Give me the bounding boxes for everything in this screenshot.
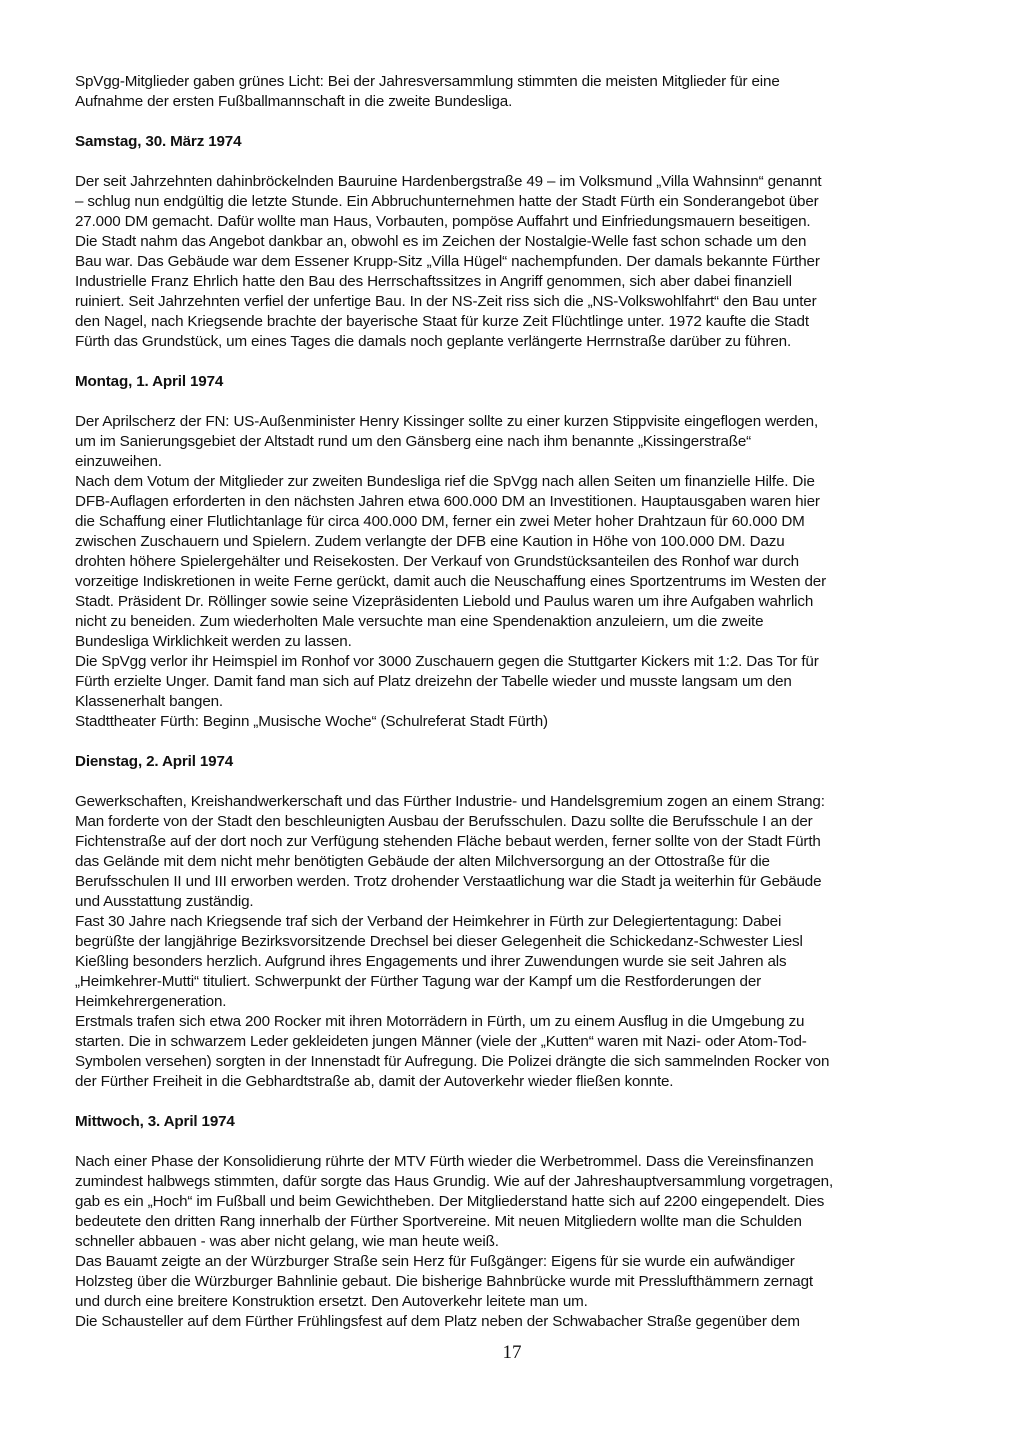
- text-line: Die Schausteller auf dem Fürther Frühlingsfest auf dem Platz neben der Schwabacher Straße gegenüber dem: [75, 1313, 800, 1330]
- spacer: [75, 152, 955, 172]
- text-line: DFB-Auflagen erforderten in den nächsten Jahren etwa 600.000 DM an Investitionen. Hauptausgaben waren hier: [75, 493, 820, 510]
- text-line: – schlug nun endgültig die letzte Stunde. Ein Abbruchunternehmen hatte der Stadt Fürth ein Sonderangebot über: [75, 193, 819, 210]
- text-line: Holzsteg über die Würzburger Bahnlinie gebaut. Die bisherige Bahnbrücke wurde mit Presslufthämmern zernagt: [75, 1273, 813, 1290]
- spacer: [75, 732, 955, 752]
- text-line: nicht zu beneiden. Zum wiederholten Male versuchte man eine Spendenaktion anzuleiern, um die zweite: [75, 613, 764, 630]
- text-line: Kießling besonders herzlich. Aufgrund ihres Engagements und ihrer Zuwendungen wurde sie seit Jahren als: [75, 953, 787, 970]
- text-line: einzuweihen.: [75, 453, 162, 470]
- section-body: [75, 412, 955, 732]
- text-line: das Gelände mit dem nicht mehr benötigten Gebäude der alten Milchversorgung an der Ottostraße für die: [75, 853, 770, 870]
- text-line: Bau war. Das Gebäude war dem Essener Krupp-Sitz „Villa Hügel“ nachempfunden. Der damals bekannte Fürther: [75, 253, 820, 270]
- text-line: Bundesliga Wirklichkeit werden zu lassen.: [75, 633, 352, 650]
- spacer: [75, 1132, 955, 1152]
- spacer: [75, 112, 955, 132]
- text-line: Nach einer Phase der Konsolidierung rührte der MTV Fürth wieder die Werbetrommel. Dass die Vereinsfinanzen: [75, 1153, 814, 1170]
- text-line: Klassenerhalt bangen.: [75, 693, 223, 710]
- text-line: Aufnahme der ersten Fußballmannschaft in die zweite Bundesliga.: [75, 93, 513, 110]
- text-line: und Ausstattung zuständig.: [75, 893, 254, 910]
- date-heading: Mittwoch, 3. April 1974: [75, 1113, 235, 1130]
- text-line: Industrielle Franz Ehrlich hatte den Bau des Herrschaftssitzes in Angriff genommen, sich aber dabei finanziell: [75, 273, 792, 290]
- text-line: Die Stadt nahm das Angebot dankbar an, obwohl es im Zeichen der Nostalgie-Welle fast schon schade um den: [75, 233, 807, 250]
- text-line: Berufsschulen II und III erworben werden. Trotz drohender Verstaatlichung war die Stadt ja weiterhin für Gebäude: [75, 873, 822, 890]
- text-line: drohten höhere Spielergehälter und Reisekosten. Der Verkauf von Grundstücksanteilen des Ronhof war durch: [75, 553, 799, 570]
- text-line: Der Aprilscherz der FN: US-Außenminister Henry Kissinger sollte zu einer kurzen Stippvisite eingeflogen werden,: [75, 413, 819, 430]
- text-line: Fast 30 Jahre nach Kriegsende traf sich der Verband der Heimkehrer in Fürth zur Delegiertentagung: Dabei: [75, 913, 782, 930]
- date-heading: Dienstag, 2. April 1974: [75, 753, 234, 770]
- text-line: Fürth erzielte Unger. Damit fand man sich auf Platz dreizehn der Tabelle wieder und musste langsam um den: [75, 673, 792, 690]
- text-line: Man forderte von der Stadt den beschleunigten Ausbau der Berufsschulen. Dazu sollte die Berufsschule I an der: [75, 813, 813, 830]
- text-line: Gewerkschaften, Kreishandwerkerschaft und das Fürther Industrie- und Handelsgremium zogen an einem Strang:: [75, 793, 825, 810]
- text-line: zumindest halbwegs stimmten, dafür sorgte das Haus Grundig. Wie auf der Jahreshauptversammlung vorgetragen,: [75, 1173, 834, 1190]
- text-line: Erstmals trafen sich etwa 200 Rocker mit ihren Motorrädern in Fürth, um zu einem Ausflug in die Umgebung zu: [75, 1013, 805, 1030]
- text-line: begrüßte der langjährige Bezirksvorsitzende Drechsel bei dieser Gelegenheit die Schickedanz-Schwester Liesl: [75, 933, 803, 950]
- text-line: und durch eine breitere Konstruktion ersetzt. Den Autoverkehr leitete man um.: [75, 1293, 588, 1310]
- text-line: der Fürther Freiheit in die Gebhardtstraße ab, damit der Autoverkehr wieder fließen konnte.: [75, 1073, 674, 1090]
- text-line: 27.000 DM gemacht. Dafür wollte man Haus, Vorbauten, pompöse Auffahrt und Einfriedungsmauern beseitigen.: [75, 213, 811, 230]
- text-line: vorzeitige Indiskretionen in weite Ferne gerückt, damit auch die Neuschaffung eines Sportzentrums im Westen der: [75, 573, 826, 590]
- spacer: [75, 1092, 955, 1112]
- text-line: Stadttheater Fürth: Beginn „Musische Woche“ (Schulreferat Stadt Fürth): [75, 713, 548, 730]
- text-line: gab es ein „Hoch“ im Fußball und beim Gewichtheben. Der Mitgliederstand hatte sich auf 2200 eingependelt. Dies: [75, 1193, 825, 1210]
- text-line: SpVgg-Mitglieder gaben grünes Licht: Bei der Jahresversammlung stimmten die meisten Mitglieder für eine: [75, 73, 780, 90]
- section-body: [75, 792, 955, 1092]
- text-line: Symbolen versehen) sorgten in der Innenstadt für Aufregung. Die Polizei drängte die sich sammelnden Rocker von: [75, 1053, 830, 1070]
- intro-paragraph: [75, 72, 955, 112]
- section-body: [75, 1152, 955, 1332]
- text-line: „Heimkehrer-Mutti“ tituliert. Schwerpunkt der Fürther Tagung war der Kampf um die Restforderungen der: [75, 973, 762, 990]
- text-line: Stadt. Präsident Dr. Röllinger sowie seine Vizepräsidenten Liebold und Paulus waren um ihre Aufgaben wahrlich: [75, 593, 814, 610]
- text-line: zwischen Zuschauern und Spielern. Zudem verlangte der DFB eine Kaution in Höhe von 100.000 DM. Dazu: [75, 533, 785, 550]
- text-line: den Nagel, nach Kriegsende brachte der bayerische Staat für kurze Zeit Flüchtlinge unter. 1972 kaufte die Stadt: [75, 313, 809, 330]
- text-line: Die SpVgg verlor ihr Heimspiel im Ronhof vor 3000 Zuschauern gegen die Stuttgarter Kickers mit 1:2. Das Tor für: [75, 653, 819, 670]
- date-heading: Samstag, 30. März 1974: [75, 133, 242, 150]
- text-line: die Schaffung einer Flutlichtanlage für circa 400.000 DM, ferner ein zwei Meter hoher Drahtzaun für 60.000 DM: [75, 513, 805, 530]
- text-line: Das Bauamt zeigte an der Würzburger Straße sein Herz für Fußgänger: Eigens für sie wurde ein aufwändiger: [75, 1253, 795, 1270]
- text-line: um im Sanierungsgebiet der Altstadt rund um den Gänsberg eine nach ihm benannte „Kissingerstraße“: [75, 433, 752, 450]
- text-line: Fürth das Grundstück, um eines Tages die damals noch geplante verlängerte Herrnstraße darüber zu führen.: [75, 333, 792, 350]
- text-line: schneller abbauen - was aber nicht gelang, wie man heute weiß.: [75, 1233, 499, 1250]
- text-line: Heimkehrergeneration.: [75, 993, 227, 1010]
- text-line: Fichtenstraße auf der dort noch zur Verfügung stehenden Fläche bebaut werden, ferner sollte von der Stadt Fürth: [75, 833, 821, 850]
- spacer: [75, 392, 955, 412]
- text-line: starten. Die in schwarzem Leder gekleideten jungen Männer (viele der „Kutten“ waren mit Nazi- oder Atom-Tod-: [75, 1033, 807, 1050]
- page-number: 17: [502, 1342, 522, 1363]
- spacer: [75, 772, 955, 792]
- text-line: ruiniert. Seit Jahrzehnten verfiel der unfertige Bau. In der NS-Zeit riss sich die „NS-Volkswohlfahrt“ den Bau unter: [75, 293, 817, 310]
- text-line: Der seit Jahrzehnten dahinbröckelnden Bauruine Hardenbergstraße 49 – im Volksmund „Villa Wahnsinn“ genannt: [75, 173, 822, 190]
- section-body: [75, 172, 955, 352]
- text-line: bedeutete den dritten Rang innerhalb der Fürther Sportvereine. Mit neuen Mitgliedern wollte man die Schulden: [75, 1213, 802, 1230]
- page-content: [75, 72, 955, 1332]
- spacer: [75, 352, 955, 372]
- text-line: Nach dem Votum der Mitglieder zur zweiten Bundesliga rief die SpVgg nach allen Seiten um finanzielle Hilfe. Die: [75, 473, 815, 490]
- date-heading: Montag, 1. April 1974: [75, 373, 224, 390]
